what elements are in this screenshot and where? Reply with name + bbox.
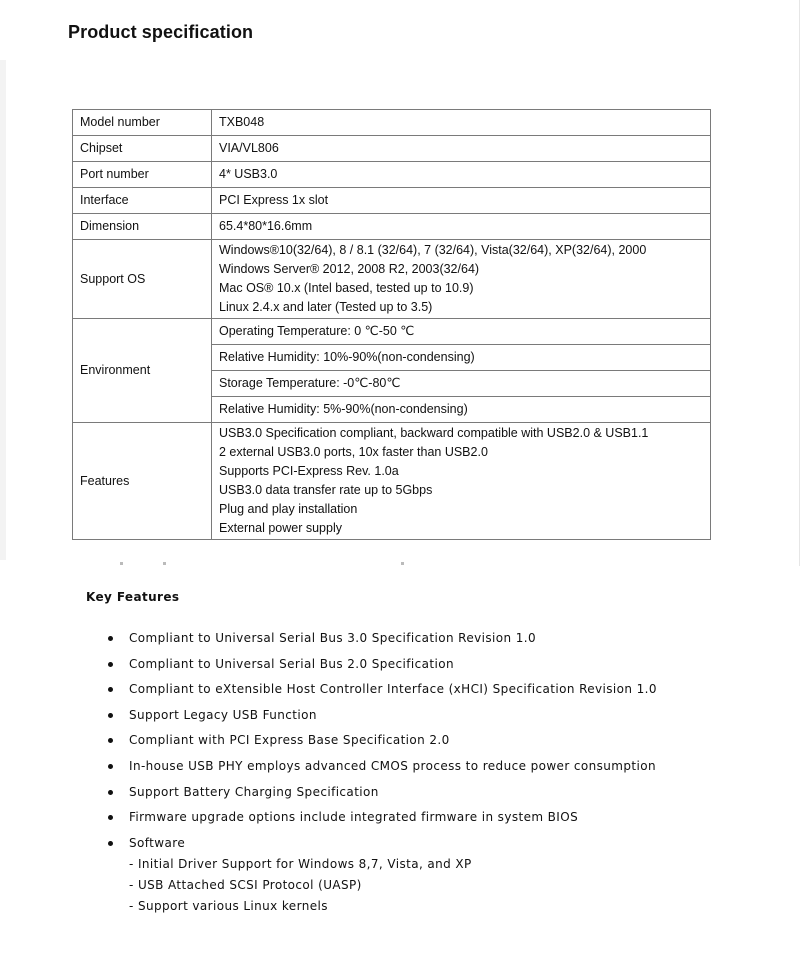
spec-value: Operating Temperature: 0 ℃-50 ℃ bbox=[212, 319, 711, 345]
spec-value: 4* USB3.0 bbox=[212, 162, 711, 188]
key-features-title: Key Features bbox=[86, 590, 180, 604]
spec-value: VIA/VL806 bbox=[212, 136, 711, 162]
list-item-text: In-house USB PHY employs advanced CMOS process to reduce power consumption bbox=[129, 758, 656, 773]
spec-key: Environment bbox=[73, 319, 212, 423]
scan-artifacts bbox=[0, 562, 800, 570]
spec-key: Model number bbox=[73, 110, 212, 136]
spec-key: Support OS bbox=[73, 240, 212, 319]
list-item bbox=[104, 782, 764, 808]
spec-row-dimension bbox=[73, 214, 711, 240]
software-subitem: - USB Attached SCSI Protocol (UASP) bbox=[129, 877, 362, 892]
spec-line: External power supply bbox=[219, 521, 342, 535]
scan-mark bbox=[120, 562, 123, 565]
spec-key: Chipset bbox=[73, 136, 212, 162]
list-item-text: Compliant with PCI Express Base Specification 2.0 bbox=[129, 733, 450, 748]
spec-value: Relative Humidity: 10%-90%(non-condensing) bbox=[212, 345, 711, 371]
bullet-icon bbox=[108, 738, 113, 743]
spec-value bbox=[212, 240, 711, 319]
bullet-icon bbox=[108, 662, 113, 667]
list-item bbox=[104, 679, 764, 705]
bullet-icon bbox=[108, 790, 113, 795]
spec-key: Interface bbox=[73, 188, 212, 214]
spec-row-interface bbox=[73, 188, 711, 214]
spec-line: Linux 2.4.x and later (Tested up to 3.5) bbox=[219, 300, 433, 314]
list-item-text: Support Legacy USB Function bbox=[129, 707, 317, 722]
bullet-icon bbox=[108, 815, 113, 820]
spec-row-port bbox=[73, 162, 711, 188]
spec-row-environment bbox=[73, 319, 711, 345]
list-item bbox=[104, 628, 764, 654]
spec-row-features bbox=[73, 423, 711, 540]
spec-key: Features bbox=[73, 423, 212, 540]
spec-row-model bbox=[73, 110, 711, 136]
software-label: Software bbox=[129, 835, 186, 850]
list-item bbox=[104, 654, 764, 680]
spec-row-chipset bbox=[73, 136, 711, 162]
spec-line: Windows Server® 2012, 2008 R2, 2003(32/64) bbox=[219, 262, 480, 276]
bullet-icon bbox=[108, 687, 113, 692]
spec-value: PCI Express 1x slot bbox=[212, 188, 711, 214]
list-item bbox=[104, 730, 764, 756]
spec-value: Storage Temperature: -0℃-80℃ bbox=[212, 371, 711, 397]
spec-key: Dimension bbox=[73, 214, 212, 240]
spec-line: 2 external USB3.0 ports, 10x faster than USB2.0 bbox=[219, 445, 488, 459]
spec-line: Mac OS® 10.x (Intel based, tested up to 10.9) bbox=[219, 281, 474, 295]
list-item-text: Firmware upgrade options include integrated firmware in system BIOS bbox=[129, 810, 579, 825]
spec-value bbox=[212, 423, 711, 540]
list-item-software bbox=[104, 833, 764, 917]
list-item-text: Compliant to Universal Serial Bus 2.0 Specification bbox=[129, 656, 454, 671]
list-item bbox=[104, 807, 764, 833]
bullet-icon bbox=[108, 841, 113, 846]
page-title: Product specification bbox=[68, 22, 254, 42]
spec-line: Supports PCI-Express Rev. 1.0a bbox=[219, 464, 399, 478]
scan-mark bbox=[163, 562, 166, 565]
list-item-text: Support Battery Charging Specification bbox=[129, 784, 379, 799]
spec-line: USB3.0 data transfer rate up to 5Gbps bbox=[219, 483, 433, 497]
spec-row-os bbox=[73, 240, 711, 319]
spec-line: USB3.0 Specification compliant, backward compatible with USB2.0 & USB1.1 bbox=[219, 426, 649, 440]
key-features-list bbox=[104, 628, 764, 917]
software-subitem: - Support various Linux kernels bbox=[129, 898, 328, 913]
spec-line: Windows®10(32/64), 8 / 8.1 (32/64), 7 (32/64), Vista(32/64), XP(32/64), 2000 bbox=[219, 243, 647, 257]
spec-key: Port number bbox=[73, 162, 212, 188]
bullet-icon bbox=[108, 713, 113, 718]
list-item bbox=[104, 756, 764, 782]
page-gutter bbox=[0, 60, 6, 560]
spec-value: TXB048 bbox=[212, 110, 711, 136]
spec-value: Relative Humidity: 5%-90%(non-condensing) bbox=[212, 397, 711, 423]
spec-value: 65.4*80*16.6mm bbox=[212, 214, 711, 240]
list-item-text: Compliant to eXtensible Host Controller Interface (xHCI) Specification Revision 1.0 bbox=[129, 682, 657, 697]
bullet-icon bbox=[108, 764, 113, 769]
bullet-icon bbox=[108, 636, 113, 641]
list-item-text: Compliant to Universal Serial Bus 3.0 Specification Revision 1.0 bbox=[129, 631, 537, 645]
scan-mark bbox=[401, 562, 404, 565]
spec-line: Plug and play installation bbox=[219, 502, 358, 516]
list-item bbox=[104, 705, 764, 731]
software-subitem: - Initial Driver Support for Windows 8,7, Vista, and XP bbox=[129, 856, 472, 871]
spec-table bbox=[72, 109, 711, 540]
